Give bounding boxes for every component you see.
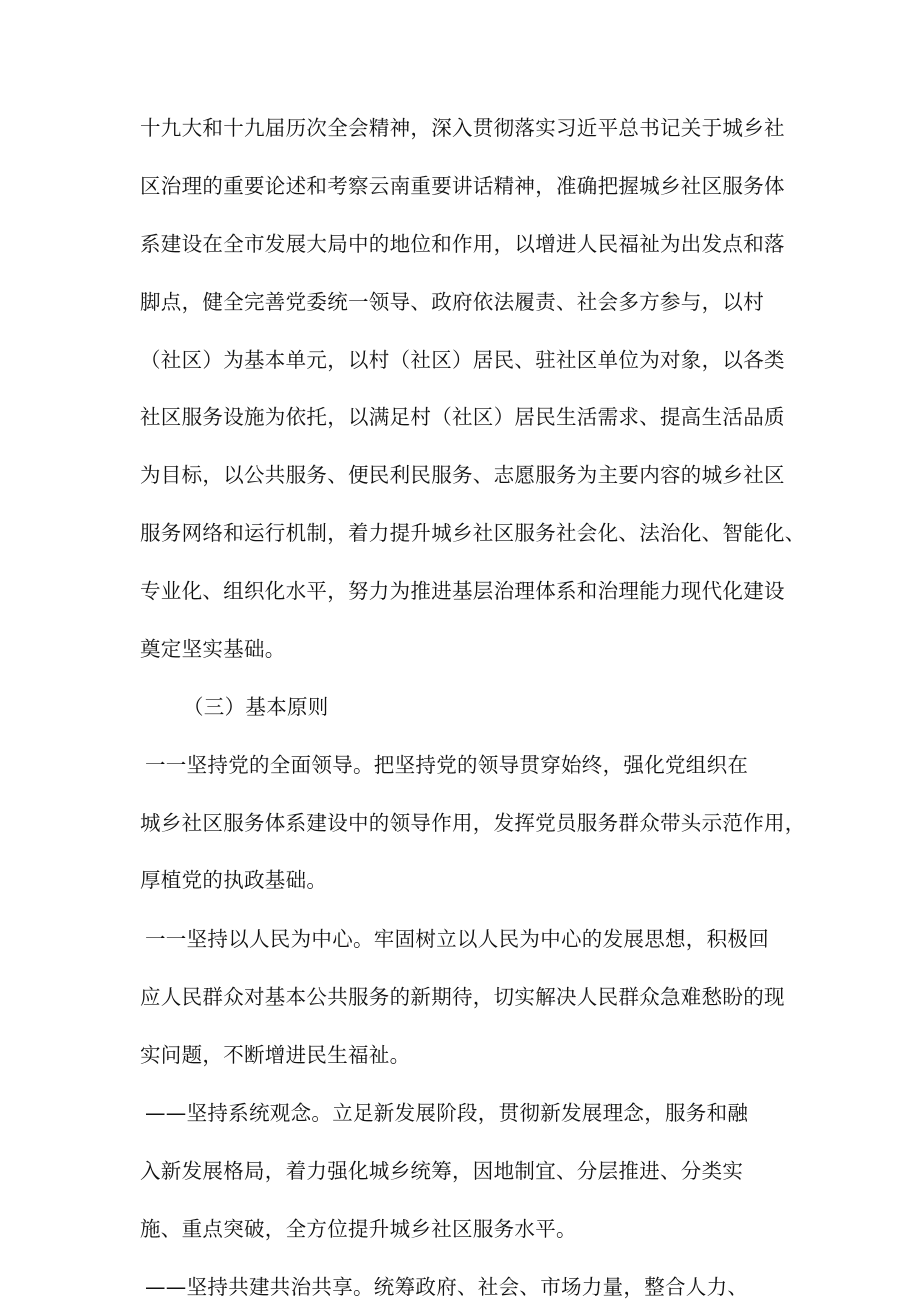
text-line: 为目标，以公共服务、便民利民服务、志愿服务为主要内容的城乡社区: [140, 463, 785, 487]
text-line: 应人民群众对基本公共服务的新期待，切实解决人民群众急难愁盼的现: [140, 985, 785, 1009]
text-line: （社区）为基本单元，以村（社区）居民、驻社区单位为对象，以各类: [140, 348, 785, 372]
text-line: 入新发展格局，着力强化城乡统筹，因地制宜、分层推进、分类实: [140, 1159, 744, 1183]
text-line: 奠定坚实基础。: [140, 637, 286, 661]
text-line: 区治理的重要论述和考察云南重要讲话精神，准确把握城乡社区服务体: [140, 174, 785, 198]
text-line: 实问题，不断增进民生福祉。: [140, 1043, 411, 1067]
text-line: 城乡社区服务体系建设中的领导作用，发挥党员服务群众带头示范作用，: [140, 811, 806, 835]
text-line: ——坚持共建共治共享。统筹政府、社会、市场力量，整合人力、: [145, 1275, 749, 1299]
text-line: 一一坚持党的全面领导。把坚持党的领导贯穿始终，强化党组织在: [145, 753, 749, 777]
section-heading: （三）基本原则: [183, 695, 329, 719]
text-line: 一一坚持以人民为中心。牢固树立以人民为中心的发展思想，积极回: [145, 927, 769, 951]
text-line: 社区服务设施为依托，以满足村（社区）居民生活需求、提高生活品质: [140, 405, 785, 429]
text-line: 服务网络和运行机制，着力提升城乡社区服务社会化、法治化、智能化、: [140, 521, 806, 545]
text-line: 系建设在全市发展大局中的地位和作用，以增进人民福祉为出发点和落: [140, 232, 785, 256]
text-line: 十九大和十九届历次全会精神，深入贯彻落实习近平总书记关于城乡社: [140, 116, 785, 140]
text-line: 施、重点突破，全方位提升城乡社区服务水平。: [140, 1217, 577, 1241]
text-line: 脚点，健全完善党委统一领导、政府依法履责、社会多方参与，以村: [140, 290, 764, 314]
text-line: 专业化、组织化水平，努力为推进基层治理体系和治理能力现代化建设: [140, 579, 785, 603]
text-line: 厚植党的执政基础。: [140, 868, 328, 892]
text-line: ——坚持系统观念。立足新发展阶段，贯彻新发展理念，服务和融: [145, 1101, 749, 1125]
